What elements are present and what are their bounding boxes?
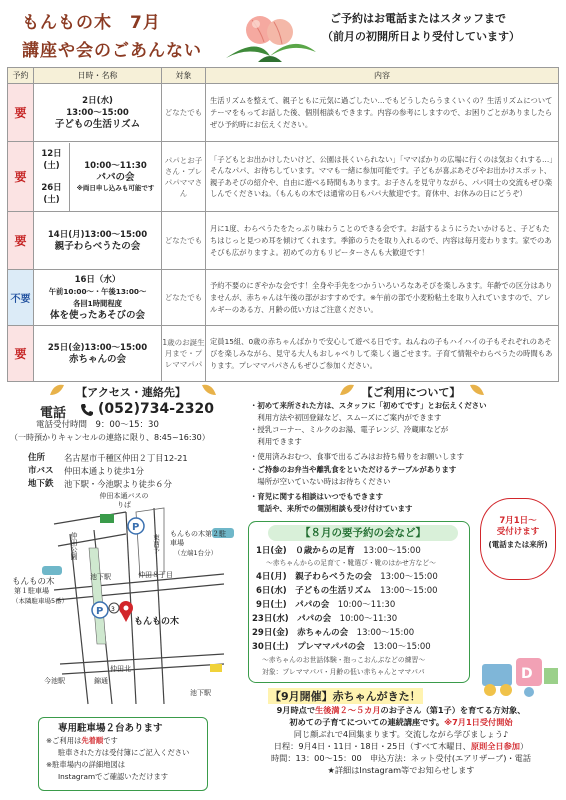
svg-text:P: P [132, 522, 140, 533]
svg-text:D: D [521, 666, 533, 682]
sept-l5: 時間：13：00～15：00 申込方法：ネット受付(エアリザーブ)・電話 [270, 753, 532, 763]
bus-value: 仲田本通より徒歩1分 [64, 466, 144, 476]
usage-item: ・初めて来所された方は、スタッフに「初めてです」とお伝えください [250, 401, 487, 410]
toys-illustration-icon [478, 644, 562, 700]
reserve-required: 要 [8, 326, 34, 382]
reserve-not-required: 不要 [8, 270, 34, 326]
map-parking1: 第１駐車場 [14, 587, 49, 595]
header-reserve: 予約 [8, 68, 34, 84]
event-content: 月に1度、わらべうたをたっぷり味わうことのできる会です。お話するようにうたいかけると、子どもたちはじっと見つめ耳を傾けてくれます。季節のうたを取り入れるので、内容は毎月変わります。家でのあそびも広がりますよ。初めての方もリピーターさんも大歓迎です！ [206, 212, 559, 270]
usage-item: ・授乳コーナー、ミルクのお湯、電子レンジ、冷蔵庫などが [250, 425, 449, 434]
map-nakata-n: 仲田北 [110, 665, 131, 673]
event-date: 14日(月)13:00～15:00 [47, 229, 148, 240]
sept-l2-a: 初めての子育てについての連続講座です。 [289, 717, 445, 727]
event-content: 定員15組、0歳の赤ちゃんばかりで安心して遊べる日です。ねんねの子もハイハイの子もそれぞれのあそびを楽しみながら、見守る大人もおしゃべりして楽しく過ごせます。子育て情報やわらべうたの時間もあります。プレママパパさんもぜひご参加ください。 [206, 326, 559, 382]
event-content: 「子どもとお出かけしたいけど、公園は長くいられない」「ママばかりの広場に行くのは気おくれする…」そんなパパ、お待ちしています。ママも一緒に参加可能です。子どもが喜ぶあそびやお出かけスポット、親子あそびの紹介や、自由に遊べる時間もあります。お子さんを見守りながら、パパ同士の交流もぜひ楽しんでくださいね。（もんもの木では通常の日もパパ大歓迎です。育休中、お休みの日にどうぞ） [206, 142, 559, 212]
september-label: 【9月開催】赤ちゃんがきた！ [270, 690, 421, 703]
reservation-note-1: ご予約はお電話またはスタッフまで [330, 12, 506, 25]
phone-label: 電話 [40, 406, 67, 421]
badge-line3: (電話または来所) [488, 540, 548, 549]
usage-item: ・ご持参のお弁当や離乳食をといただけるテーブルがあります [250, 465, 457, 474]
event-content: 生活リズムを整えて、親子ともに元気に過ごしたい…でもどうしたらうまくいくの？生活リズムについてテーマをもってお話した後、個別相談もできます。内容の参考にしますので、お困りごとがありましたらぜひ予約時にお伝えください。 [206, 84, 559, 142]
aug-name: 子どもの生活リズム [295, 586, 372, 596]
aug-name: 赤ちゃんの会 [297, 628, 349, 638]
table-row [8, 270, 559, 326]
event-note: 各回1時間程度 [73, 298, 122, 308]
usage-title: 【ご利用について】 [361, 386, 461, 399]
header-target: 対象 [162, 68, 206, 84]
map-road: 錦通 [94, 677, 108, 685]
aug-date: 4日(月) [256, 572, 287, 582]
event-target: パパとお子さん・プレパパママさん [162, 142, 206, 212]
page-title-line1: もんもの木 7月 [22, 13, 161, 33]
map-bus-stop: 仲田本通バスのりば [99, 492, 149, 509]
parking-first-come: 先着順 [81, 736, 104, 745]
parking-note-a: ※ご利用は [46, 736, 82, 745]
map-main-label: もんもの木 [134, 617, 180, 627]
event-date: 2日(水) [82, 95, 113, 106]
event-time: 10:00～11:30 [84, 161, 147, 171]
leaf-deco-icon [468, 383, 486, 397]
parking-note-4: Instagramでご確認いただけます [58, 772, 169, 781]
address-label: 住所 [28, 453, 46, 463]
usage-item: 利用方法や初回登録など、スムーズにご案内ができます [250, 413, 442, 422]
aug-sub: ～赤ちゃんからの足育て・靴選び・靴のはかせ方など～ [266, 559, 436, 567]
event-time: 午前10:00～・午後13:00～ [48, 286, 147, 296]
usage-item: ・育児に関する相談はいつでもできます [250, 492, 384, 501]
reservation-note-2: （前月の初開所日より受付しています） [322, 30, 520, 43]
phone-icon [80, 403, 94, 417]
aug-name: パパの会 [295, 600, 330, 610]
aug-sub: ～赤ちゃんのお世話体験・抱っこおんぶなどの練習～ [262, 656, 426, 664]
aug-name: 親子わらべうたの会 [295, 572, 372, 582]
address-value: 名古屋市千種区仲田２丁目12-21 [64, 453, 188, 463]
event-date-a: 12日(土) [41, 148, 62, 171]
table-row [8, 212, 559, 270]
map-nakata8: 仲田８丁目 [138, 571, 173, 579]
sept-l4-c: ） [520, 741, 529, 751]
schedule-table [7, 67, 559, 382]
table-row [8, 84, 559, 142]
sept-l1-b: 生後満２～５カ月 [315, 705, 381, 715]
august-title: 【８月の要予約の会など】 [268, 525, 458, 541]
usage-item: ・使用済みおむつ、食事で出るごみはお持ち帰りをお願いします [250, 452, 465, 461]
badge-line2: 受付けます [496, 527, 540, 537]
cancel-hours: （一時預かりキャンセルの連絡に限り、8:45~16:30） [10, 433, 210, 442]
leaf-deco-icon [200, 383, 218, 397]
parking-note-3: ※駐車場内の詳細地図は [46, 760, 126, 769]
map-ikeshita-st: 池下駅 [90, 573, 111, 581]
event-name: 子どもの生活リズム [54, 118, 141, 130]
aug-sub: 対象：プレママパパ・月齢の低い赤ちゃんとママパパ [262, 668, 425, 676]
sept-l2-b: ※7月1日受付開始 [444, 717, 513, 727]
sept-l6: ★詳細はInstagram等でお知らせします [327, 765, 475, 775]
usage-item: 利用できます [250, 437, 302, 446]
event-target: どなたでも [162, 84, 206, 142]
access-title: 【アクセス・連絡先】 [76, 386, 186, 399]
aug-time: 13:00～15:00 [380, 572, 438, 582]
leaf-deco-icon [48, 383, 66, 397]
event-name: 体を使ったあそびの会 [49, 309, 145, 321]
aug-name: パパの会 [297, 614, 332, 624]
aug-time: 13:00～15:00 [356, 628, 415, 638]
aug-name: ０歳からの足育 [295, 546, 355, 556]
svg-text:P: P [96, 606, 104, 617]
map-imaike: 今池駅 [44, 677, 65, 685]
sept-l3: 同じ顔ぶれで4回集まります。交流しながら学びましょう♪ [293, 729, 509, 739]
badge-line1: 7月1日～ [499, 516, 537, 526]
map-sub-parking: もんもの木第２駐車場 [170, 530, 226, 547]
phone-hours: 電話受付時間 9：00～15：30 [36, 420, 159, 430]
aug-date: 30日(土) [252, 642, 289, 652]
event-target: 1歳のお誕生月まで・プレママパパ [162, 326, 206, 382]
map-ikeshita: 池下駅 [190, 689, 211, 697]
aug-time: 13:00～15:00 [380, 586, 438, 596]
event-note: ※両日申し込みも可能です [76, 184, 155, 192]
event-name: パパの会 [96, 172, 135, 183]
subway-value: 池下駅・今池駅より徒歩６分 [64, 479, 172, 489]
usage-item: 電話や、来所での個別相談も受け付けています [250, 504, 413, 513]
event-date: 16日（水） [74, 274, 121, 285]
reserve-required: 要 [8, 142, 34, 212]
event-name: 赤ちゃんの会 [68, 353, 126, 365]
table-row [8, 142, 559, 212]
sept-l4-b: 原則全日参加 [470, 741, 520, 751]
bus-label: 市バス [28, 466, 54, 476]
header-content: 内容 [206, 68, 559, 84]
event-target: どなたでも [162, 212, 206, 270]
leaf-deco-icon [338, 383, 356, 397]
map-main-left: もんもの木 [12, 577, 55, 587]
event-content: 予約不要のにぎやかな会です！全身や手先をつかういろいろなあそびを楽しみます。年齢での区分はありませんが、赤ちゃんは午後の部がおすすめです。※午前の部で小麦粉粘土を取り入れていますので、アレルギーのある方、月齢の低い方はご注意ください。 [206, 270, 559, 326]
table-header-row [8, 68, 559, 84]
aug-name: プレママパパの会 [297, 642, 365, 652]
event-target: どなたでも [162, 270, 206, 326]
sept-l1-c: のお子さん（第1子）を育てる方対象、 [380, 705, 526, 715]
phone-number[interactable]: (052)734-2320 [98, 401, 215, 417]
peach-logo-icon [218, 6, 322, 64]
parking-title: 専用駐車場２台あります [58, 723, 163, 734]
parking-note-2: 駐車された方は受付簿にご記入ください [58, 748, 190, 757]
aug-date: 23日(水) [252, 614, 289, 624]
table-row [8, 326, 559, 382]
parking-note-c: です [103, 736, 118, 745]
event-date: 25日(金)13:00～15:00 [47, 342, 148, 353]
aug-time: 10:00～11:30 [337, 600, 396, 610]
reserve-required: 要 [8, 84, 34, 142]
sept-l1-a: 9月時点で [276, 705, 316, 715]
map-parking1-note: （本隣駐車場5番） [12, 597, 69, 605]
map-park: 仲田公園 [70, 532, 78, 560]
aug-date: 1日(金) [256, 546, 287, 556]
svg-text:3: 3 [111, 606, 115, 613]
aug-date: 6日(水) [256, 586, 287, 596]
page-title-line2: 講座や会のごあんない [22, 41, 202, 61]
event-time: 13:00～15:00 [66, 107, 129, 118]
aug-time: 13:00～15:00 [363, 546, 421, 556]
reserve-required: 要 [8, 212, 34, 270]
event-date-b: 26日(土) [41, 182, 62, 205]
map-cram: 東西予 [152, 534, 160, 554]
sept-l4-a: 日程：9月4日・11日・18日・25日（すべて木曜日、 [273, 741, 471, 751]
aug-date: 9日(土) [256, 600, 287, 610]
aug-date: 29日(金) [252, 628, 289, 638]
header-datetime: 日時・名称 [34, 68, 162, 84]
aug-time: 13:00～15:00 [373, 642, 431, 652]
map-sub-parking-note: （左端1台分） [174, 549, 218, 557]
event-name: 親子わらべうたの会 [54, 240, 141, 252]
subway-label: 地下鉄 [28, 479, 54, 489]
aug-time: 10:00～11:30 [339, 614, 398, 624]
usage-item: 場所が空いていない時はお待ちください [250, 477, 391, 486]
